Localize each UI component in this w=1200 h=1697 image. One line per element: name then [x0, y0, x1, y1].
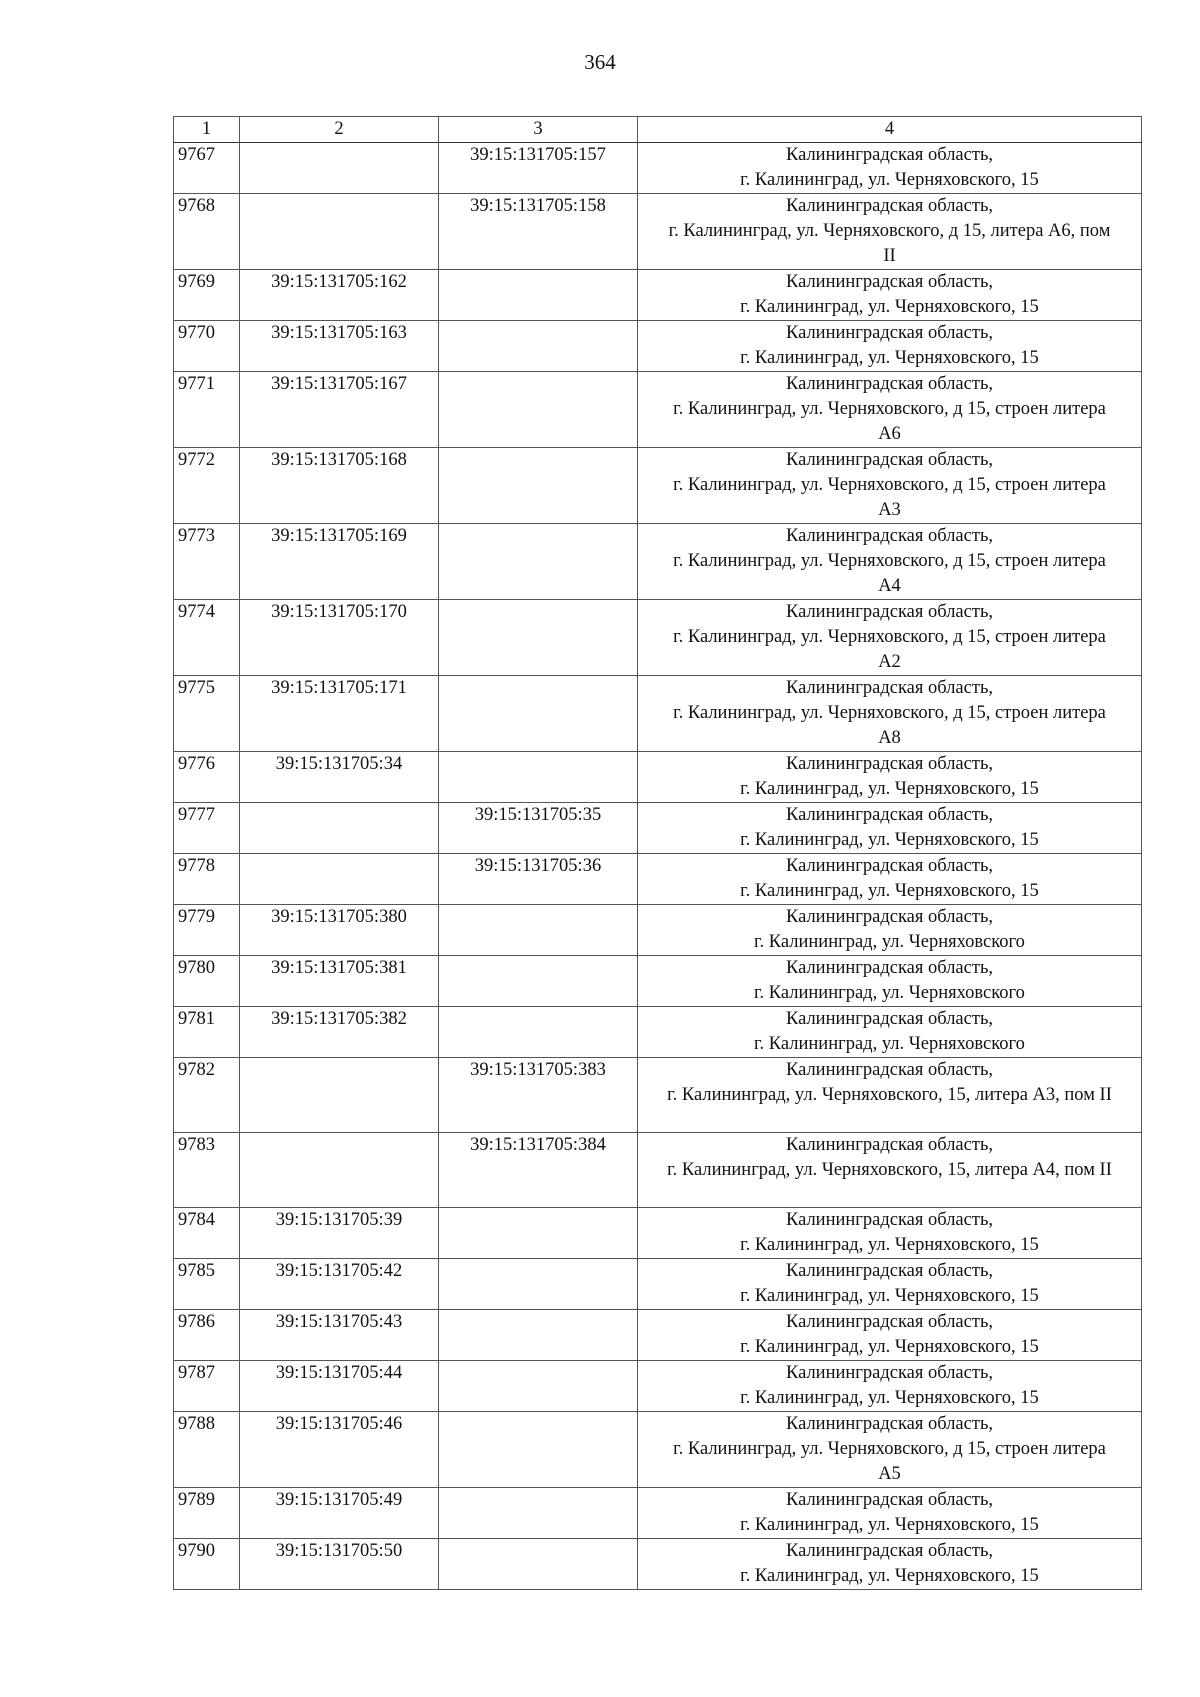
- address-line: Калининградская область,: [785, 145, 994, 165]
- cadastral-number-col3: [439, 1539, 638, 1590]
- address-line: г. Калининград, ул. Черняховского, 15: [740, 1388, 1039, 1408]
- address-cell: [638, 143, 1142, 194]
- address-cell: [638, 1007, 1142, 1058]
- table-row: [174, 905, 1142, 956]
- address-cell: [638, 752, 1142, 803]
- address-cell: [638, 1539, 1142, 1590]
- address-line: А8: [878, 728, 901, 748]
- cadastral-number-col3: [439, 1310, 638, 1361]
- address-line: Калининградская область,: [785, 1009, 994, 1029]
- address-line: г. Калининград, ул. Черняховского, 15: [740, 348, 1039, 368]
- cadastral-number-col2: 39:15:131705:171: [240, 676, 439, 752]
- row-number: 9780: [174, 956, 240, 1007]
- address-line: г. Калининград, ул. Черняховского, д 15, литера А6, пом: [668, 221, 1111, 241]
- address-line: г. Калининград, ул. Черняховского, д 15, строен литера: [673, 399, 1106, 419]
- address-cell: [638, 194, 1142, 270]
- table-row: [174, 1412, 1142, 1488]
- row-number: 9779: [174, 905, 240, 956]
- table-row: [174, 194, 1142, 270]
- table-row: [174, 270, 1142, 321]
- address-cell: [638, 1133, 1142, 1208]
- cadastral-number-col3: 39:15:131705:384: [439, 1133, 638, 1208]
- cadastral-number-col2: 39:15:131705:163: [240, 321, 439, 372]
- address-line: г. Калининград, ул. Черняховского, д 15, строен литера: [673, 627, 1106, 647]
- address-line: г. Калининград, ул. Черняховского: [754, 1034, 1025, 1054]
- address-line: Калининградская область,: [785, 678, 994, 698]
- address-line: Калининградская область,: [785, 958, 994, 978]
- address-line: Калининградская область,: [785, 1541, 994, 1561]
- address-line: г. Калининград, ул. Черняховского, 15: [740, 1286, 1039, 1306]
- row-number: 9786: [174, 1310, 240, 1361]
- cadastral-number-col2: 39:15:131705:382: [240, 1007, 439, 1058]
- cadastral-number-col3: [439, 270, 638, 321]
- address-line: г. Калининград, ул. Черняховского, д 15, строен литера: [673, 1439, 1106, 1459]
- row-number: 9773: [174, 524, 240, 600]
- cadastral-number-col3: [439, 905, 638, 956]
- row-number: 9777: [174, 803, 240, 854]
- address-line: Калининградская область,: [785, 602, 994, 622]
- cadastral-number-col2: 39:15:131705:380: [240, 905, 439, 956]
- cadastral-number-col3: [439, 752, 638, 803]
- table-row: [174, 321, 1142, 372]
- cadastral-number-col3: 39:15:131705:383: [439, 1058, 638, 1133]
- address-line: Калининградская область,: [785, 1363, 994, 1383]
- cadastral-number-col3: [439, 1488, 638, 1539]
- row-number: 9776: [174, 752, 240, 803]
- row-number: 9785: [174, 1259, 240, 1310]
- address-line: Калининградская область,: [785, 1210, 994, 1230]
- cadastral-number-col3: [439, 1259, 638, 1310]
- table-row: [174, 1058, 1142, 1133]
- address-line: Калининградская область,: [785, 754, 994, 774]
- address-line: Калининградская область,: [785, 1312, 994, 1332]
- address-cell: [638, 676, 1142, 752]
- address-cell: [638, 1208, 1142, 1259]
- table-row: [174, 956, 1142, 1007]
- address-line: г. Калининград, ул. Черняховского: [754, 932, 1025, 952]
- address-line: г. Калининград, ул. Черняховского, 15: [740, 170, 1039, 190]
- row-number: 9775: [174, 676, 240, 752]
- table-row: [174, 372, 1142, 448]
- cadastral-number-col2: 39:15:131705:169: [240, 524, 439, 600]
- column-header-3: 3: [439, 117, 638, 143]
- cadastral-number-col3: [439, 1361, 638, 1412]
- cadastral-number-col2: 39:15:131705:162: [240, 270, 439, 321]
- address-line: Калининградская область,: [785, 450, 994, 470]
- table-row: [174, 1539, 1142, 1590]
- cadastral-number-col2: 39:15:131705:46: [240, 1412, 439, 1488]
- address-cell: [638, 372, 1142, 448]
- row-number: 9790: [174, 1539, 240, 1590]
- cadastral-number-col2: [240, 1058, 439, 1133]
- cadastral-number-col3: [439, 600, 638, 676]
- row-number: 9778: [174, 854, 240, 905]
- cadastral-number-col2: 39:15:131705:44: [240, 1361, 439, 1412]
- row-number: 9770: [174, 321, 240, 372]
- address-cell: [638, 1361, 1142, 1412]
- cadastral-number-col2: 39:15:131705:381: [240, 956, 439, 1007]
- row-number: 9774: [174, 600, 240, 676]
- address-line: Калининградская область,: [785, 526, 994, 546]
- row-number: 9767: [174, 143, 240, 194]
- cadastral-number-col2: 39:15:131705:49: [240, 1488, 439, 1539]
- cadastral-number-col2: 39:15:131705:39: [240, 1208, 439, 1259]
- address-line: А3: [878, 500, 901, 520]
- cadastral-number-col3: [439, 956, 638, 1007]
- column-header-4: 4: [638, 117, 1142, 143]
- row-number: 9772: [174, 448, 240, 524]
- registry-table: [173, 116, 1142, 1590]
- table-row: [174, 448, 1142, 524]
- cadastral-number-col3: 39:15:131705:158: [439, 194, 638, 270]
- table-row: [174, 1488, 1142, 1539]
- address-line: Калининградская область,: [785, 323, 994, 343]
- table-row: [174, 1310, 1142, 1361]
- address-cell: [638, 803, 1142, 854]
- address-line: г. Калининград, ул. Черняховского, 15: [740, 1337, 1039, 1357]
- address-line: г. Калининград, ул. Черняховского, 15: [740, 881, 1039, 901]
- address-line: Калининградская область,: [785, 374, 994, 394]
- address-line: г. Калининград, ул. Черняховского, д 15, строен литера: [673, 551, 1106, 571]
- row-number: 9783: [174, 1133, 240, 1208]
- cadastral-number-col2: [240, 194, 439, 270]
- cadastral-number-col3: 39:15:131705:157: [439, 143, 638, 194]
- address-cell: [638, 448, 1142, 524]
- address-cell: [638, 270, 1142, 321]
- address-line: г. Калининград, ул. Черняховского, 15: [740, 779, 1039, 799]
- address-cell: [638, 1058, 1142, 1133]
- table-row: [174, 143, 1142, 194]
- address-line: г. Калининград, ул. Черняховского, 15, литера А3, пом II: [667, 1085, 1112, 1105]
- table-row: [174, 752, 1142, 803]
- address-line: А6: [878, 424, 901, 444]
- cadastral-number-col2: 39:15:131705:167: [240, 372, 439, 448]
- cadastral-number-col2: 39:15:131705:168: [240, 448, 439, 524]
- address-line: А4: [878, 576, 901, 596]
- address-line: г. Калининград, ул. Черняховского, д 15, строен литера: [673, 475, 1106, 495]
- table-row: [174, 600, 1142, 676]
- table-row: [174, 1133, 1142, 1208]
- address-cell: [638, 524, 1142, 600]
- address-line: Калининградская область,: [785, 272, 994, 292]
- table-row: [174, 676, 1142, 752]
- cadastral-number-col3: 39:15:131705:36: [439, 854, 638, 905]
- cadastral-number-col3: [439, 448, 638, 524]
- cadastral-number-col2: [240, 143, 439, 194]
- address-line: Калининградская область,: [785, 1060, 994, 1080]
- address-line: Калининградская область,: [785, 1261, 994, 1281]
- cadastral-number-col3: [439, 372, 638, 448]
- cadastral-number-col3: [439, 1412, 638, 1488]
- address-line: г. Калининград, ул. Черняховского: [754, 983, 1025, 1003]
- address-line: г. Калининград, ул. Черняховского, 15: [740, 1235, 1039, 1255]
- row-number: 9789: [174, 1488, 240, 1539]
- table-row: [174, 1259, 1142, 1310]
- cadastral-number-col2: 39:15:131705:43: [240, 1310, 439, 1361]
- cadastral-number-col2: 39:15:131705:50: [240, 1539, 439, 1590]
- address-line: Калининградская область,: [785, 1135, 994, 1155]
- column-header-1: 1: [174, 117, 240, 143]
- address-line: г. Калининград, ул. Черняховского, 15: [740, 297, 1039, 317]
- row-number: 9781: [174, 1007, 240, 1058]
- row-number: 9787: [174, 1361, 240, 1412]
- cadastral-number-col3: [439, 676, 638, 752]
- table-row: [174, 1007, 1142, 1058]
- address-line: Калининградская область,: [785, 1414, 994, 1434]
- table-row: [174, 1361, 1142, 1412]
- table-row: [174, 854, 1142, 905]
- address-cell: [638, 600, 1142, 676]
- row-number: 9769: [174, 270, 240, 321]
- address-line: Калининградская область,: [785, 1490, 994, 1510]
- address-cell: [638, 321, 1142, 372]
- cadastral-number-col2: 39:15:131705:170: [240, 600, 439, 676]
- cadastral-number-col3: [439, 1007, 638, 1058]
- table-row: [174, 803, 1142, 854]
- address-line: А5: [878, 1464, 901, 1484]
- cadastral-number-col3: [439, 321, 638, 372]
- address-line: Калининградская область,: [785, 196, 994, 216]
- cadastral-number-col2: 39:15:131705:34: [240, 752, 439, 803]
- address-line: А2: [878, 652, 901, 672]
- table-row: [174, 1208, 1142, 1259]
- header-row: [174, 117, 1142, 143]
- cadastral-number-col3: [439, 1208, 638, 1259]
- address-cell: [638, 1310, 1142, 1361]
- address-line: г. Калининград, ул. Черняховского, 15, литера А4, пом II: [667, 1160, 1112, 1180]
- column-header-2: 2: [240, 117, 439, 143]
- cadastral-number-col3: [439, 524, 638, 600]
- table-header: [174, 117, 1142, 143]
- row-number: 9788: [174, 1412, 240, 1488]
- address-cell: [638, 854, 1142, 905]
- address-cell: [638, 1259, 1142, 1310]
- row-number: 9782: [174, 1058, 240, 1133]
- address-line: Калининградская область,: [785, 907, 994, 927]
- address-cell: [638, 1488, 1142, 1539]
- address-cell: [638, 905, 1142, 956]
- row-number: 9768: [174, 194, 240, 270]
- address-cell: [638, 1412, 1142, 1488]
- table-body: [174, 143, 1142, 1590]
- cadastral-number-col2: [240, 1133, 439, 1208]
- address-line: г. Калининград, ул. Черняховского, 15: [740, 1566, 1039, 1586]
- cadastral-number-col2: [240, 803, 439, 854]
- address-line: г. Калининград, ул. Черняховского, 15: [740, 1515, 1039, 1535]
- row-number: 9784: [174, 1208, 240, 1259]
- address-line: г. Калининград, ул. Черняховского, 15: [740, 830, 1039, 850]
- table-row: [174, 524, 1142, 600]
- cadastral-number-col2: [240, 854, 439, 905]
- address-cell: [638, 956, 1142, 1007]
- address-line: II: [883, 246, 896, 266]
- address-line: Калининградская область,: [785, 805, 994, 825]
- cadastral-number-col2: 39:15:131705:42: [240, 1259, 439, 1310]
- cadastral-number-col3: 39:15:131705:35: [439, 803, 638, 854]
- address-line: Калининградская область,: [785, 856, 994, 876]
- page-number: 364: [584, 50, 616, 74]
- address-line: г. Калининград, ул. Черняховского, д 15, строен литера: [673, 703, 1106, 723]
- row-number: 9771: [174, 372, 240, 448]
